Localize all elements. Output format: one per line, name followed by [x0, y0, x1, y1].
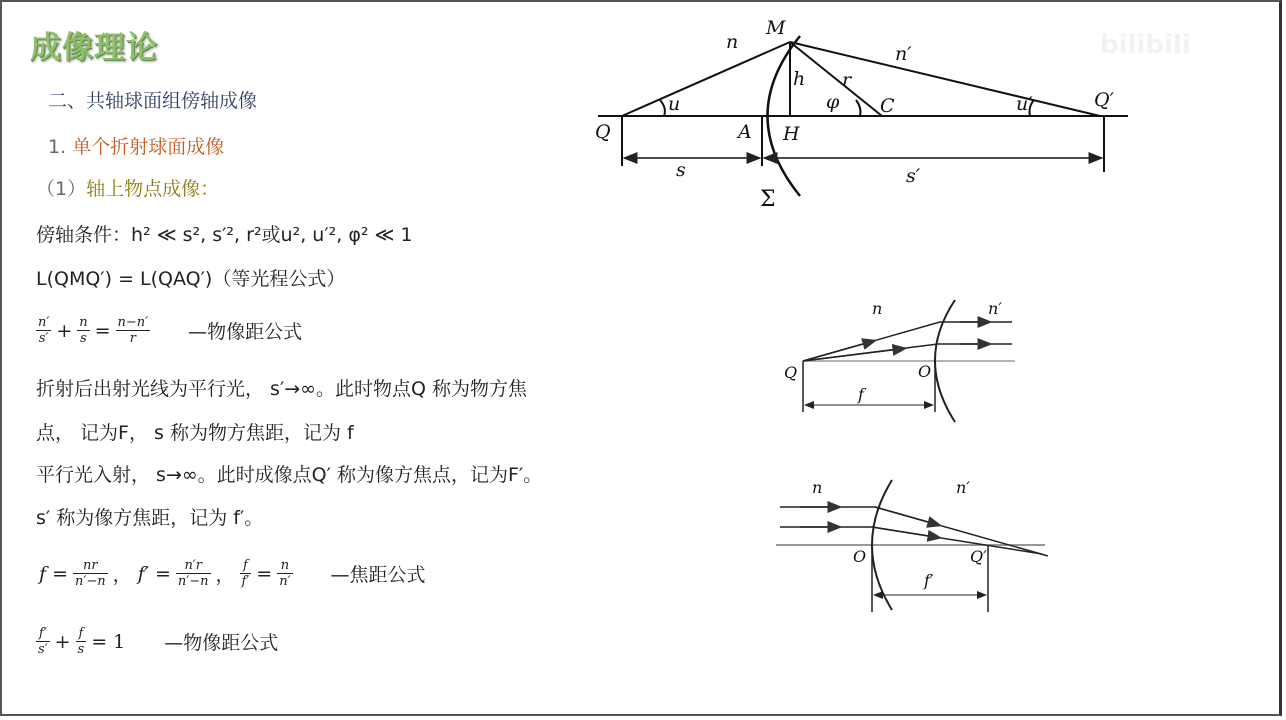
label-phi: φ — [826, 91, 840, 113]
label-n-prime: n′ — [988, 299, 1002, 318]
formula-note: —焦距公式 — [330, 564, 426, 586]
object-image-distance-formula: $\frac{n'}{s'}$ + $\frac{n}{s}$ = $\frac{n-n'}{r}$ —物像距公式 — [38, 315, 303, 346]
focal-object-image-formula: $\frac{f'}{s'}$ + $\frac{f}{s}$ = 1 —物像距公式 — [38, 626, 279, 657]
fraction: $\frac{n}{n'}$ — [279, 558, 291, 589]
label-O: O — [853, 547, 867, 566]
label-n: n — [812, 478, 823, 497]
image-focus-diagram — [776, 480, 1048, 612]
label-Q-prime: Q′ — [970, 547, 987, 566]
label-h: h — [793, 68, 806, 90]
label-f: f — [858, 385, 864, 404]
section-heading: 二、共轴球面组傍轴成像 — [48, 90, 258, 112]
label-n: n — [726, 31, 739, 53]
label-C: C — [880, 95, 895, 117]
label-r: r — [842, 69, 852, 91]
label-A: A — [738, 121, 752, 143]
fraction: $\frac{f}{f'}$ — [241, 558, 250, 589]
slide-title: 成像理论 — [30, 30, 158, 66]
object-focus-diagram — [803, 300, 1015, 422]
fraction: $\frac{n}{s}$ — [79, 315, 88, 346]
paraxial-condition: 傍轴条件：h² ≪ s², s′², r²或u², u′², φ² ≪ 1 — [36, 224, 413, 246]
subsection-text: 单个折射球面成像 — [72, 136, 225, 158]
label-H: H — [783, 123, 800, 145]
label-M: M — [766, 17, 786, 39]
optical-path-formula: L(QMQ′) = L(QAQ′)（等光程公式） — [36, 268, 346, 290]
label-sigma: Σ — [760, 187, 776, 212]
label-u: u — [668, 93, 681, 115]
fraction: $\frac{nr}{n'-n}$ — [75, 558, 106, 589]
subsubsection-text: 轴上物点成像： — [86, 178, 220, 200]
label-n: n — [872, 299, 883, 318]
paragraph-object-focus-line2: 点， 记为F， s 称为物方焦距，记为 f — [36, 422, 354, 444]
label-Q: Q — [595, 121, 611, 143]
label-s-prime: s′ — [906, 165, 921, 187]
label-s: s — [676, 159, 686, 181]
fraction: $\frac{n-n'}{r}$ — [117, 315, 149, 346]
label-n-prime: n′ — [956, 478, 970, 497]
fraction: $\frac{f'}{s'}$ — [38, 626, 48, 657]
label-Q: Q — [784, 363, 798, 382]
focal-length-formula: f = $\frac{nr}{n'-n}$ ， f′ = $\frac{n'r}{n'-n}$ ， $\frac{f}{f'}$ = $\frac{n}{n'}$ —焦距公式 — [39, 558, 426, 589]
fraction: $\frac{f}{s}$ — [77, 626, 85, 657]
fraction: $\frac{n'}{s'}$ — [38, 315, 50, 346]
label-n-prime: n′ — [895, 43, 912, 65]
paragraph-image-focus-line1: 平行光入射， s→∞。此时成像点Q′ 称为像方焦点，记为F′。 — [36, 464, 543, 486]
fraction: $\frac{n'r}{n'-n}$ — [177, 558, 209, 589]
watermark: bilibili — [1100, 30, 1191, 60]
paragraph-image-focus-line2: s′ 称为像方焦距，记为 f′。 — [36, 507, 264, 529]
formula-note: —物像距公式 — [188, 321, 303, 343]
label-f-prime: f′ — [924, 571, 934, 590]
formula-note: —物像距公式 — [164, 632, 279, 654]
label-O: O — [918, 362, 932, 381]
subsection-number: 1. — [48, 136, 67, 158]
paragraph-object-focus-line1: 折射后出射光线为平行光， s′→∞。此时物点Q 称为物方焦 — [36, 378, 527, 400]
subsubsection-number: （1） — [36, 178, 87, 200]
label-Q-prime: Q′ — [1094, 89, 1114, 111]
label-u-prime: u′ — [1016, 93, 1033, 115]
